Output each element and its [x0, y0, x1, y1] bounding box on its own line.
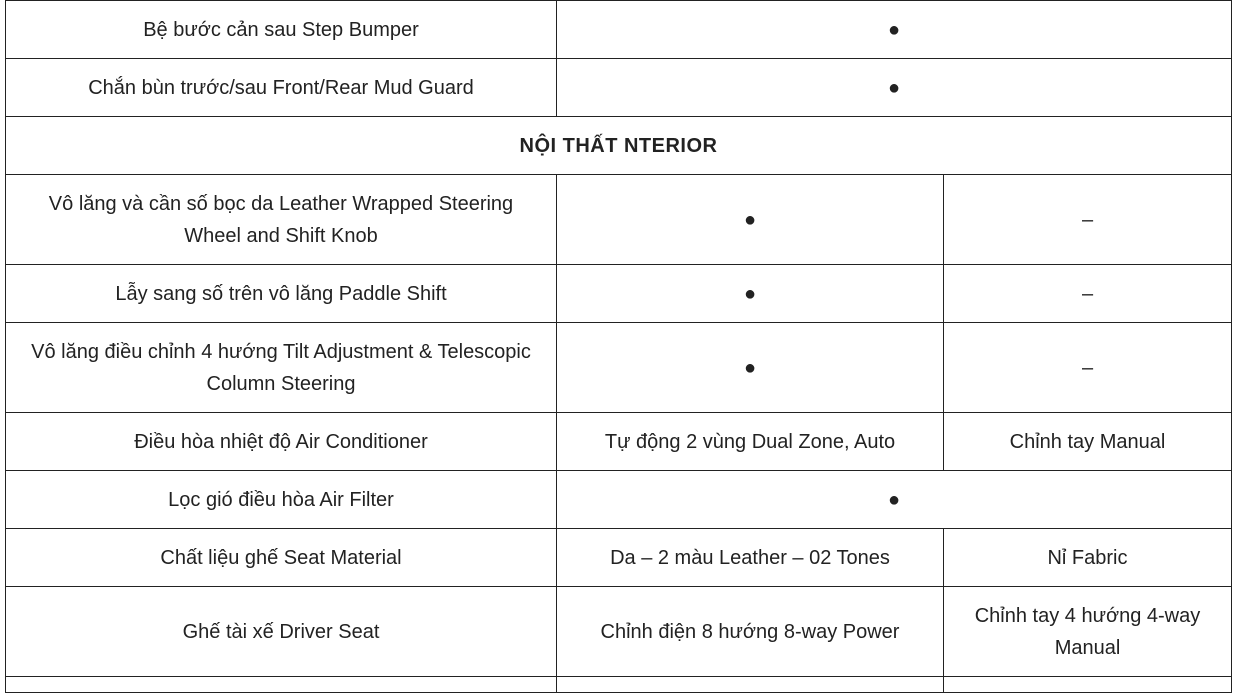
table-row — [6, 323, 1232, 413]
row-value-col1: ● — [557, 265, 944, 323]
row-value-col2: Chỉnh tay 4 hướng 4-way Manual — [944, 587, 1232, 677]
row-value-col1: Da – 2 màu Leather – 02 Tones — [557, 529, 944, 587]
section-header-row — [6, 117, 1232, 175]
row-value-col2: Nỉ Fabric — [944, 529, 1232, 587]
row-label: Lẫy sang số trên vô lăng Paddle Shift — [6, 265, 557, 323]
row-label: Vô lăng điều chỉnh 4 hướng Tilt Adjustment & Telescopic Column Steering — [6, 323, 557, 413]
row-value-col1: Chỉnh điện 8 hướng 8-way Power — [557, 587, 944, 677]
table-row — [6, 529, 1232, 587]
row-value: ● — [557, 1, 1232, 59]
row-label: Bệ bước cản sau Step Bumper — [6, 1, 557, 59]
table-row — [6, 471, 1232, 529]
row-label: Chất liệu ghế Seat Material — [6, 529, 557, 587]
row-value-col1: ● — [557, 175, 944, 265]
row-value-col2: – — [944, 265, 1232, 323]
row-value-col2: – — [944, 323, 1232, 413]
table-row — [6, 175, 1232, 265]
spec-table — [5, 0, 1232, 693]
row-value: ● — [557, 471, 1232, 529]
row-value-col1: Tự động 2 vùng Dual Zone, Auto — [557, 413, 944, 471]
table-row — [6, 413, 1232, 471]
row-value-col2: – — [944, 175, 1232, 265]
row-label: Lọc gió điều hòa Air Filter — [6, 471, 557, 529]
row-label: Vô lăng và cần số bọc da Leather Wrapped Steering Wheel and Shift Knob — [6, 175, 557, 265]
row-value-col1: ● — [557, 323, 944, 413]
row-value: ● — [557, 59, 1232, 117]
section-title: NỘI THẤT NTERIOR — [6, 117, 1232, 175]
table-row — [6, 1, 1232, 59]
row-label: Điều hòa nhiệt độ Air Conditioner — [6, 413, 557, 471]
row-value-col2: Chỉnh tay Manual — [944, 413, 1232, 471]
row-label: Ghế tài xế Driver Seat — [6, 587, 557, 677]
table-row — [6, 265, 1232, 323]
table-row — [6, 59, 1232, 117]
table-row — [6, 587, 1232, 677]
row-label: Chắn bùn trước/sau Front/Rear Mud Guard — [6, 59, 557, 117]
